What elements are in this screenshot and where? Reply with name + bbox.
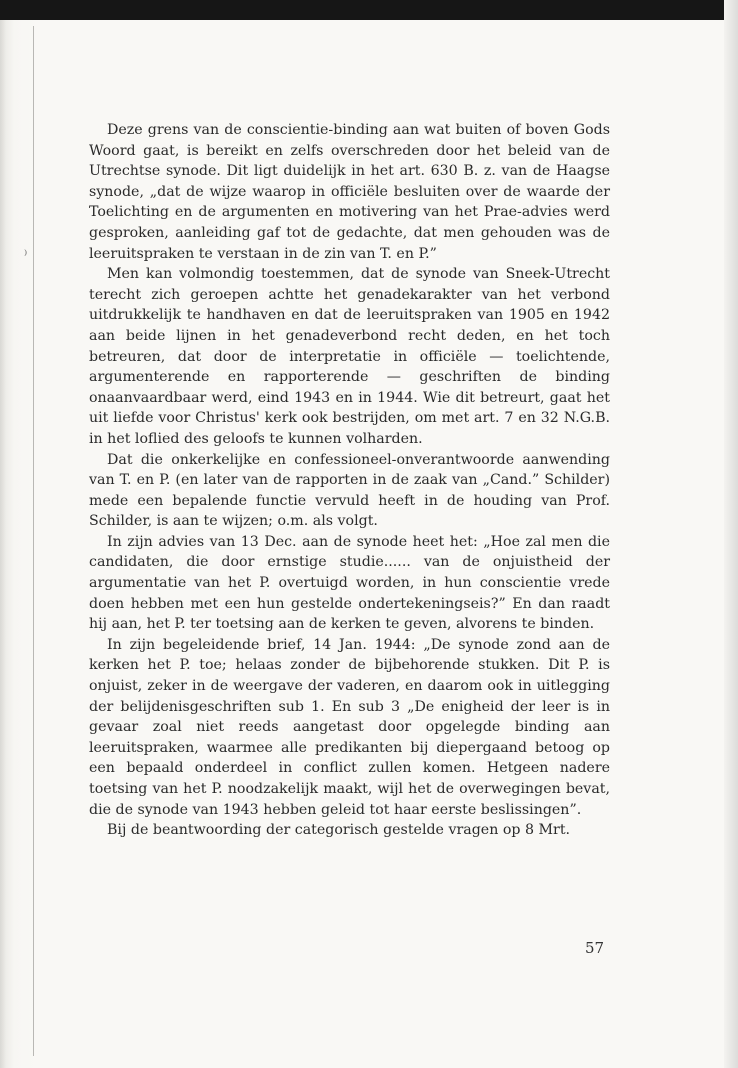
page-right-edge <box>724 0 738 1068</box>
page-number: 57 <box>585 939 605 957</box>
paragraph-1: Deze grens van de conscientie-binding aan wat buiten of boven Gods Woord gaat, is bereikt en zelfs overschreden door het beleid van de Utrechtse synode. Dit ligt duidelijk in het art. 630 B. z. van de Haagse synode, „dat de wijze waarop in officiële besluiten over de waarde der Toelichting en de argumenten en motivering van het Prae-advies werd gesproken, aanleiding gaf tot de gedachte, dat men gehouden was de leeruitspraken te verstaan in de zin van T. en P.” <box>89 122 610 262</box>
scan-top-border <box>0 0 738 20</box>
paragraph-4: In zijn advies van 13 Dec. aan de synode heet het: „Hoe zal men die candidaten, die door ernstige studie...... van de onjuistheid der argumentatie van het P. overtuigd worden, in hun conscientie vrede doen hebben met een hun gestelde ondertekeningseis?” En dan raadt hij aan, het P. ter toetsing aan de kerken te geven, alvorens te binden. <box>89 533 610 633</box>
binding-edge-line <box>33 26 34 1056</box>
paragraph-3: Dat die onkerkelijke en confessioneel-onverantwoorde aanwending van T. en P. (en later van de rapporten in de zaak van „Cand.” Schilder) mede een bepalende functie vervuld heeft in de houding van Prof. Schilder, is aan te wijzen; o.m. als volgt. <box>89 451 610 530</box>
paragraph-5: In zijn begeleidende brief, 14 Jan. 1944: „De synode zond aan de kerken het P. toe; helaas zonder de bijbehorende stukken. Dit P. is onjuist, zeker in de weergave der vaderen, en daarom ook in uitlegging der belijdenisgeschriften sub 1. En sub 3 „De enigheid der leer is in gevaar zoal niet reeds aangetast door opgelegde binding aan leeruitspraken, waarmee alle predikanten bij diepergaand betoog op een bepaald onderdeel in conflict zullen komen. Hetgeen nadere toetsing van het P. noodzakelijk maakt, wijl het de overwegingen bevat, die de synode van 1943 hebben geleid tot haar eerste beslissingen”. <box>89 636 610 818</box>
margin-mark: ⁾ <box>24 248 28 263</box>
paragraph-2: Men kan volmondig toestemmen, dat de synode van Sneek-Utrecht terecht zich geroepen achtte het genadekarakter van het verbond uitdrukkelijk te handhaven en dat de leeruitspraken van 1905 en 1942 aan beide lijnen in het genadeverbond recht deden, en het toch betreuren, dat door de interpretatie in officiële — toelichtende, argumenterende en rapporterende — geschriften de binding onaanvaardbaar werd, eind 1943 en in 1944. Wie dit betreurt, gaat het uit liefde voor Christus' kerk ook bestrijden, om met art. 7 en 32 N.G.B. in het loflied des geloofs te kunnen volharden. <box>89 266 610 447</box>
paragraph-6: Bij de beantwoording der categorisch gestelde vragen op 8 Mrt. <box>107 822 571 839</box>
body-text <box>89 120 610 841</box>
page-gutter-shadow <box>0 20 36 1068</box>
